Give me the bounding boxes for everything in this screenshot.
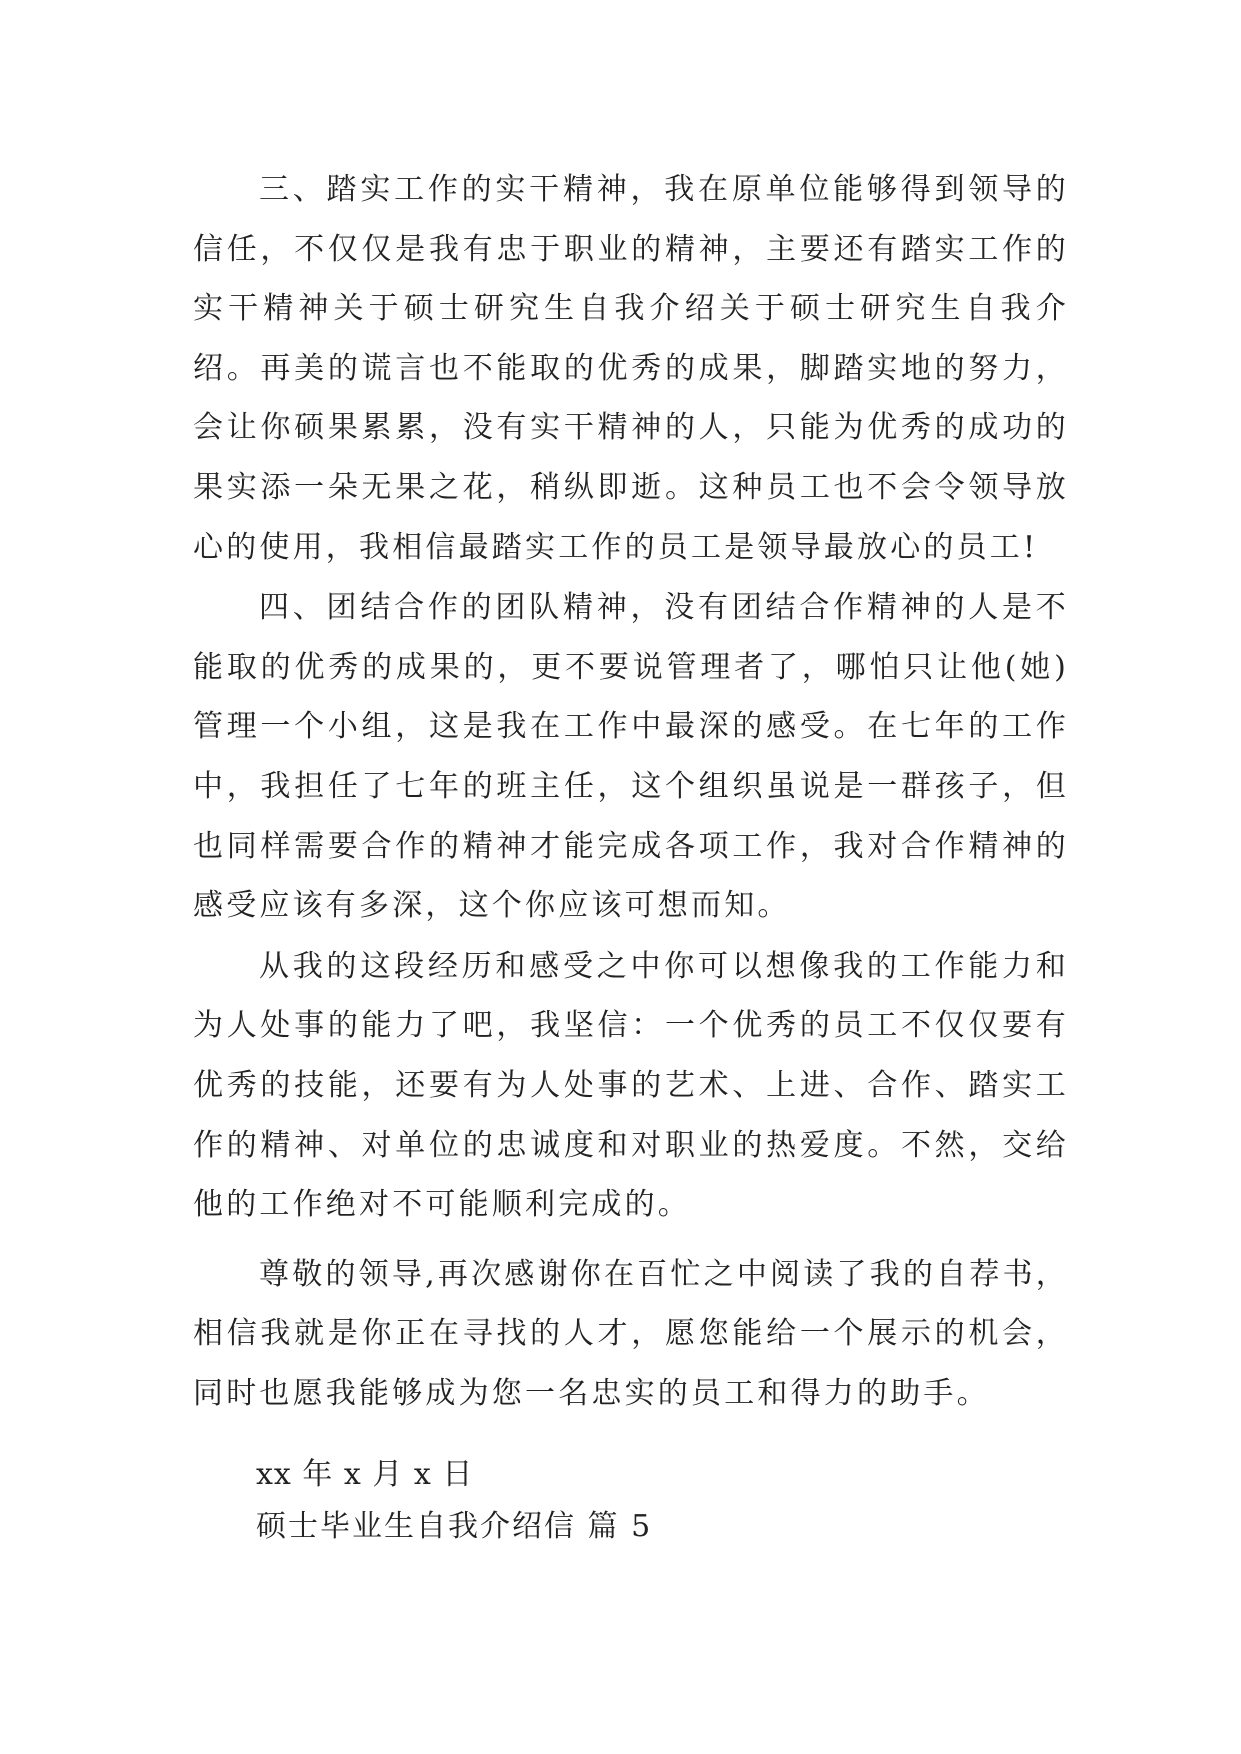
paragraph-closing: 尊敬的领导,再次感谢你在百忙之中阅读了我的自荐书，相信我就是你正在寻找的人才，愿您能给一个展示的机会，同时也愿我能够成为您一名忠实的员工和得力的助手。: [193, 1256, 1069, 1411]
paragraph-teamwork: 四、团结合作的团队精神，没有团结合作精神的人是不能取的优秀的成果的，更不要说管理者了，哪怕只让他(她)管理一个小组，这是我在工作中最深的感受。在七年的工作中，我担任了七年的班主任，这个组织虽说是一群孩子，但也同样需要合作的精神才能完成各项工作，我对合作精神的感受应该有多深，这个你应该可想而知。: [193, 590, 1069, 924]
paragraph-summary: 从我的这段经历和感受之中你可以想像我的工作能力和为人处事的能力了吧，我坚信：一个优秀的员工不仅仅要有优秀的技能，还要有为人处事的艺术、上进、合作、踏实工作的精神、对单位的忠诚度和对职业的热爱度。不然，交给他的工作绝对不可能顺利完成的。: [193, 948, 1069, 1223]
letter-date: xx 年 x 月 x 日: [256, 1457, 474, 1492]
next-section-title: 硕士毕业生自我介绍信 篇 5: [256, 1509, 653, 1544]
paragraph-diligence: 三、踏实工作的实干精神，我在原单位能够得到领导的信任，不仅仅是我有忠于职业的精神，主要还有踏实工作的实干精神关于硕士研究生自我介绍关于硕士研究生自我介绍。再美的谎言也不能取的优秀的成果，脚踏实地的努力，会让你硕果累累，没有实干精神的人，只能为优秀的成功的果实添一朵无果之花，稍纵即逝。这种员工也不会令领导放心的使用，我相信最踏实工作的员工是领导最放心的员工!: [193, 172, 1069, 565]
letter-body: [193, 160, 1069, 1423]
